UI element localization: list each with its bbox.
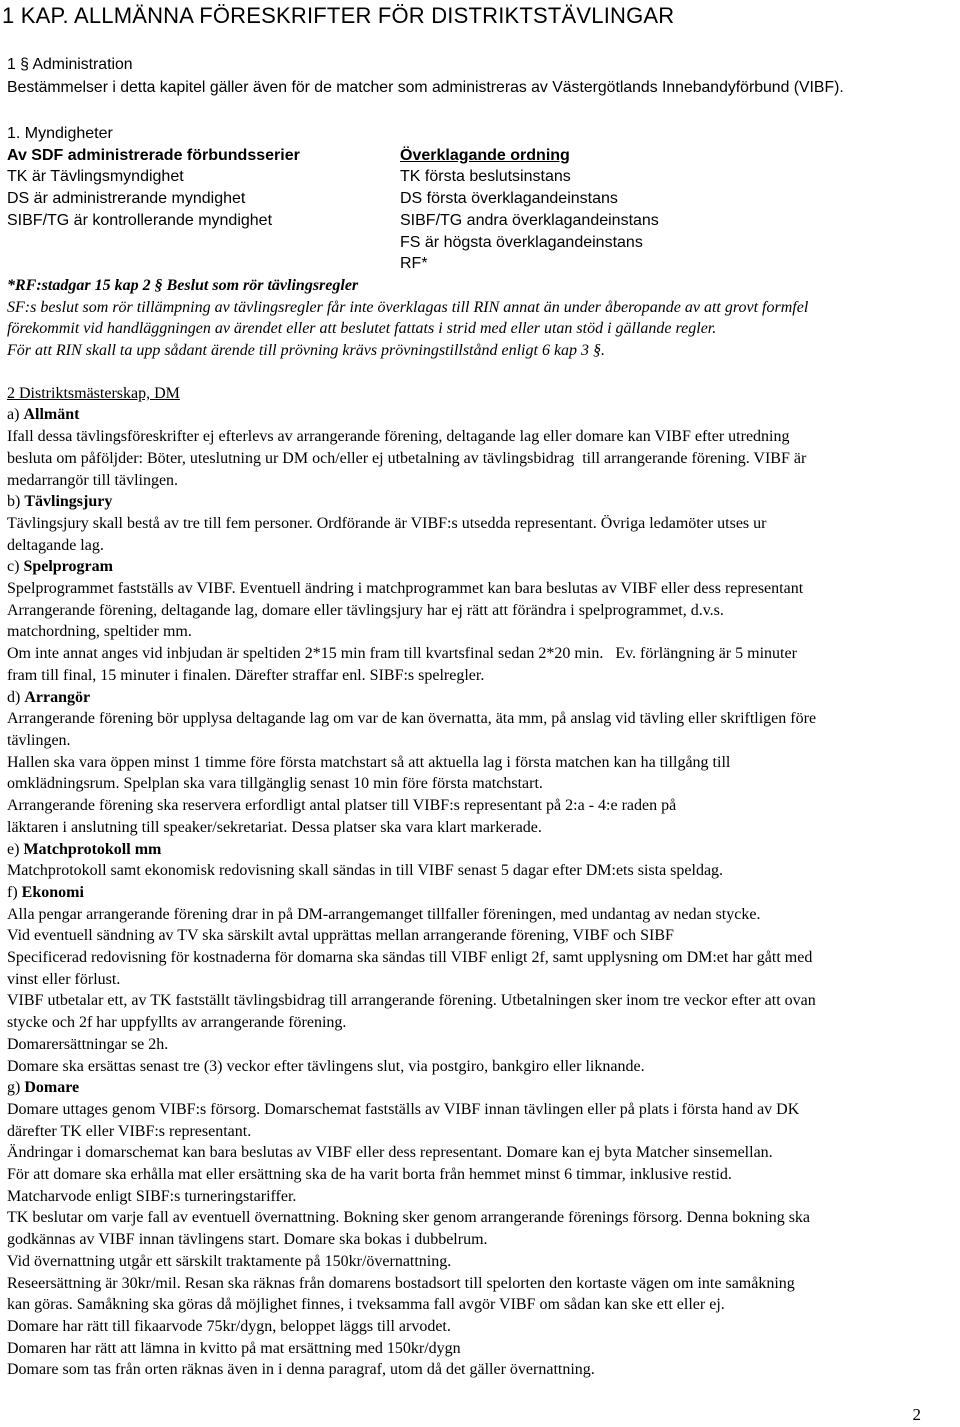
dm-text-line: stycke och 2f har uppfyllts av arrangerande förening. — [7, 1014, 347, 1032]
dm-subsection-label: Allmänt — [23, 406, 80, 424]
dm-text-line: Domare som tas från orten räknas även in i denna paragraf, utom då det gäller övernattning. — [7, 1361, 595, 1379]
dm-text-line: Alla pengar arrangerande förening drar in på DM-arrangemanget tillfaller föreningen, med undantag av nedan stycke. — [7, 905, 761, 923]
chapter-title: 1 KAP. ALLMÄNNA FÖRESKRIFTER FÖR DISTRIKTSTÄVLINGAR — [2, 3, 675, 28]
dm-text-line: besluta om påföljder: Böter, uteslutning ur DM och/eller ej utbetalning av tävlingsbidrag till arrangerande förening. VIBF är — [7, 449, 807, 467]
dm-text-line: läktaren i anslutning till speaker/sekretariat. Dessa platser ska vara klart markerade. — [7, 818, 542, 836]
dm-subsection-heading — [7, 839, 957, 861]
dm-section — [7, 383, 957, 1381]
dm-subsection — [7, 687, 957, 839]
appeal-line: SIBF/TG andra överklagandeinstans — [400, 211, 659, 229]
dm-text-line: Vid övernattning utgår ett särskilt traktamente på 150kr/övernattning. — [7, 1252, 452, 1270]
dm-text-line: matchordning, speltider mm. — [7, 623, 192, 641]
dm-text-line: Arrangerande förening, deltagande lag, domare eller tävlingsjury har ej rätt att förändra i spelprogrammet, d.v.s. — [7, 601, 724, 619]
dm-subsection — [7, 491, 957, 556]
authority-line: DS är administrerande myndighet — [7, 190, 246, 208]
dm-text-line: kan göras. Samåkning ska göras då möjlighet finnes, i tveksamma fall avgör VIBF om sådan kan ske ett eller ej. — [7, 1296, 725, 1314]
dm-text-line: Hallen ska vara öppen minst 1 timme före första matchstart så att aktuella lag i första matchen kan ha tillgång till — [7, 753, 731, 771]
dm-text-line: Domarersättningar se 2h. — [7, 1035, 169, 1053]
authority-line: SIBF/TG är kontrollerande myndighet — [7, 211, 273, 229]
dm-subsection-label: Domare — [24, 1079, 80, 1097]
appeal-order-title: Överklagande ordning — [400, 146, 570, 164]
dm-text-line: Arrangerande förening bör upplysa deltagande lag om var de kan övernatta, äta mm, på anslag vid tävling eller skriftligen före — [7, 710, 817, 728]
dm-text-line: TK beslutar om varje fall av eventuell övernattning. Bokning sker genom arrangerande förenings försorg. Denna bokning ska — [7, 1209, 811, 1227]
dm-subsection — [7, 1077, 957, 1381]
dm-text-line: Matchprotokoll samt ekonomisk redovisning skall sändas in till VIBF senast 5 dagar efter DM:ets sista speldag. — [7, 862, 724, 880]
dm-subsection-heading — [7, 556, 957, 578]
dm-subsection — [7, 839, 957, 882]
dm-subsection-heading — [7, 882, 957, 904]
dm-text-line: omklädningsrum. Spelplan ska vara tillgänglig senast 10 min före första matchstart. — [7, 775, 543, 793]
dm-text-line: Vid eventuell sändning av TV ska särskilt avtal upprättas mellan arrangerande förening, VIBF och SIBF — [7, 927, 674, 945]
dm-text-line: fram till final, 15 minuter i finalen. Därefter straffar enl. SIBF:s spelregler. — [7, 666, 485, 684]
administration-text: Bestämmelser i detta kapitel gäller även för de matcher som administreras av Västergötlands Innebandyförbund (VIBF). — [7, 78, 844, 96]
dm-text-line: godkännas av VIBF innan tävlingens start. Domare ska bokas i dubbelrum. — [7, 1231, 488, 1249]
rf-note-section — [7, 275, 957, 362]
administration-section — [7, 54, 957, 98]
authorities-column — [7, 145, 400, 275]
dm-text-line: Domare ska ersättas senast tre (3) veckor efter tävlingens slut, via postgiro, bankgiro eller liknande. — [7, 1057, 645, 1075]
dm-text-line: Tävlingsjury skall bestå av tre till fem personer. Ordförande är VIBF:s utsedda representant. Övriga ledamöter utses ur — [7, 514, 767, 532]
dm-subsection-label: Spelprogram — [23, 558, 113, 576]
rf-note-heading: *RF:stadgar 15 kap 2 § Beslut som rör tävlingsregler — [7, 276, 359, 294]
dm-text-line: medarrangör till tävlingen. — [7, 471, 179, 489]
dm-heading: 2 Distriktsmästerskap, DM — [7, 384, 180, 402]
rf-note-line: SF:s beslut som rör tillämpning av tävlingsregler får inte överklagas till RIN annat än under åberopande av att grovt formfel — [7, 298, 809, 316]
dm-subsection — [7, 882, 957, 1077]
dm-text-line: tävlingen. — [7, 731, 71, 749]
dm-subsections — [7, 404, 957, 1381]
dm-subsection-prefix: b) — [7, 493, 25, 511]
dm-text-line: vinst eller förlust. — [7, 970, 121, 988]
dm-text-line: Domare har rätt till fikaarvode 75kr/dygn, beloppet läggs till arvodet. — [7, 1317, 451, 1335]
appeal-line: RF* — [400, 255, 428, 273]
dm-text-line: deltagande lag. — [7, 536, 104, 554]
myndigheter-heading: 1. Myndigheter — [7, 125, 113, 142]
dm-subsection-heading — [7, 687, 957, 709]
dm-subsection — [7, 556, 957, 686]
dm-text-line: Reseersättning är 30kr/mil. Resan ska räknas från domarens bostadsort till spelorten den kortaste vägen om inte samåkning — [7, 1274, 795, 1292]
appeal-line: TK första beslutsinstans — [400, 168, 571, 186]
dm-text-line: Domaren har rätt att lämna in kvitto på mat ersättning med 150kr/dygn — [7, 1339, 461, 1357]
dm-subsection — [7, 404, 957, 491]
dm-text-line: Matcharvode enligt SIBF:s turneringstariffer. — [7, 1187, 297, 1205]
page-number: 2 — [912, 1405, 921, 1424]
administration-heading: 1 § Administration — [7, 56, 133, 73]
dm-subsection-prefix: c) — [7, 558, 24, 576]
dm-subsection-label: Matchprotokoll mm — [23, 840, 162, 858]
dm-subsection-prefix: a) — [7, 406, 24, 424]
rf-note-line: förekommit vid handläggningen av ärendet eller att beslutet fattats i strid med eller utan stöd i gällande regler. — [7, 320, 717, 338]
dm-text-line: För att domare ska erhålla mat eller ersättning ska de ha varit borta från hemmet minst 6 timmar, inklusive restid. — [7, 1166, 732, 1184]
dm-text-line: Spelprogrammet fastställs av VIBF. Eventuell ändring i matchprogrammet kan bara beslutas av VIBF eller dess representant — [7, 580, 804, 598]
dm-subsection-prefix: e) — [7, 840, 24, 858]
dm-text-line: Om inte annat anges vid inbjudan är speltiden 2*15 min fram till kvartsfinal sedan 2*20 min. Ev. förlängning är 5 minuter — [7, 645, 797, 663]
dm-subsection-prefix: d) — [7, 688, 25, 706]
dm-text-line: Specificerad redovisning för kostnaderna för domarna ska sändas till VIBF enligt 2f, samt upplysning om DM:et har gått med — [7, 949, 813, 967]
dm-subsection-label: Ekonomi — [21, 883, 84, 901]
dm-subsection-label: Tävlingsjury — [24, 493, 113, 511]
dm-text-line: Ändringar i domarschemat kan bara beslutas av VIBF eller dess representant. Domare kan ej byta Matcher sinsemellan. — [7, 1144, 773, 1162]
authorities-title: Av SDF administrerade förbundsserier — [7, 146, 300, 164]
myndigheter-columns — [7, 145, 957, 275]
myndigheter-section — [7, 123, 957, 275]
dm-subsection-prefix: f) — [7, 883, 22, 901]
dm-subsection-label: Arrangör — [24, 688, 91, 706]
rf-note-line: För att RIN skall ta upp sådant ärende till prövning krävs prövningstillstånd enligt 6 kap 3 §. — [7, 342, 606, 360]
dm-subsection-prefix: g) — [7, 1079, 25, 1097]
dm-text-line: Domare uttages genom VIBF:s försorg. Domarschemat fastställs av VIBF innan tävlingen eller på plats i första hand av DK — [7, 1100, 800, 1118]
dm-text-line: VIBF utbetalar ett, av TK fastställt tävlingsbidrag till arrangerande förening. Utbetalningen sker inom tre veckor efter att ovan — [7, 992, 816, 1010]
dm-text-line: Ifall dessa tävlingsföreskrifter ej efterlevs av arrangerande förening, deltagande lag eller domare kan VIBF efter utredning — [7, 428, 790, 446]
dm-text-line: Arrangerande förening ska reservera erfordligt antal platser till VIBF:s representant på 2:a - 4:e raden på — [7, 797, 677, 815]
dm-subsection-heading — [7, 491, 957, 513]
dm-subsection-heading — [7, 404, 957, 426]
document-page — [2, 0, 957, 1381]
appeal-order-column — [400, 145, 950, 275]
authority-line: TK är Tävlingsmyndighet — [7, 168, 184, 186]
dm-subsection-heading — [7, 1077, 957, 1099]
dm-text-line: därefter TK eller VIBF:s representant. — [7, 1122, 252, 1140]
appeal-line: DS första överklagandeinstans — [400, 190, 618, 208]
appeal-line: FS är högsta överklagandeinstans — [400, 233, 643, 251]
